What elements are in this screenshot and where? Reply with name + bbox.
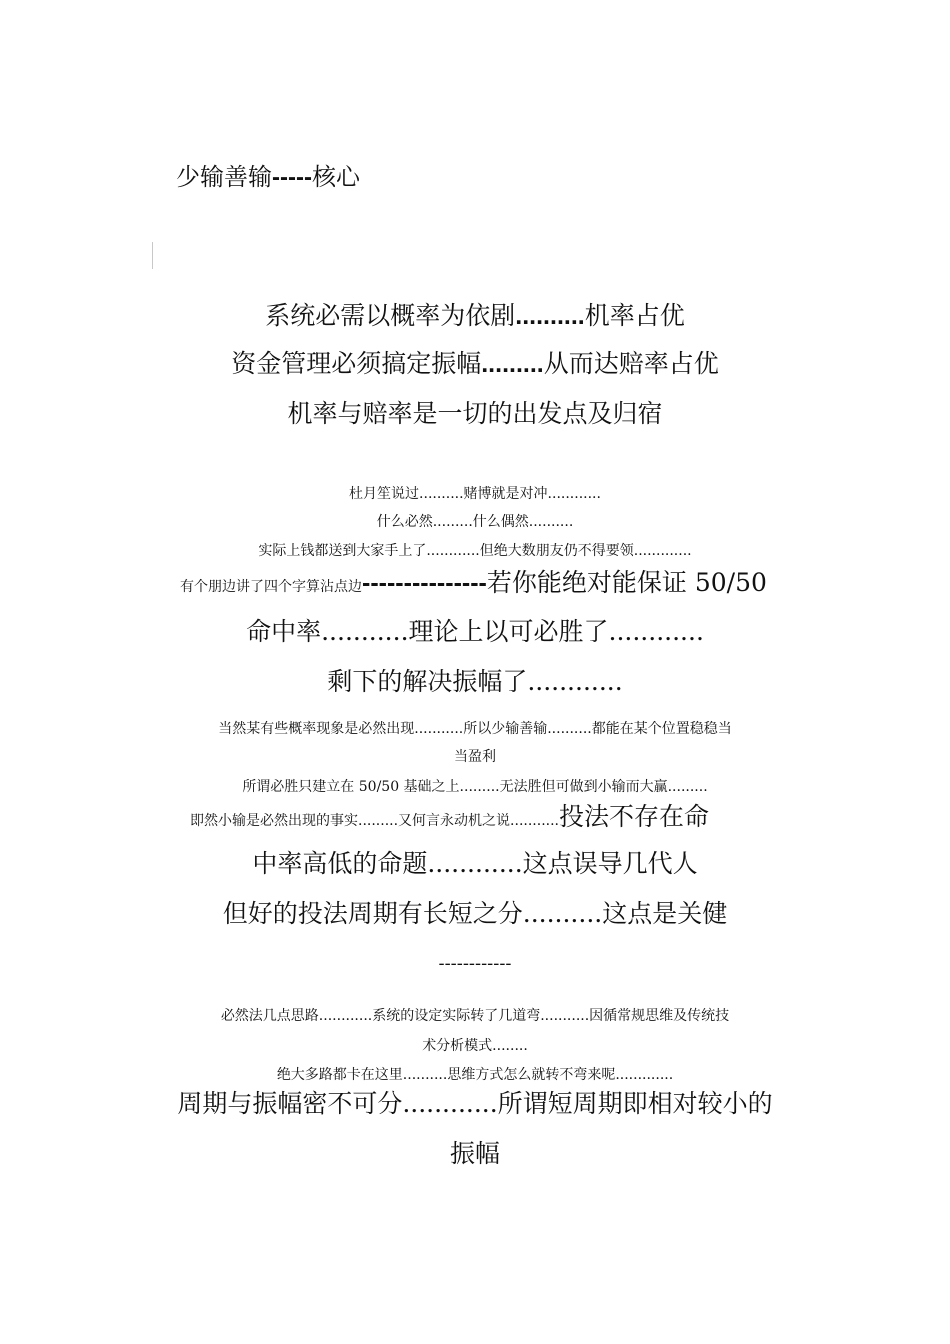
- title-end: 核心: [311, 163, 360, 191]
- paragraph-line-6: 剩下的解决振幅了............: [327, 667, 623, 696]
- paragraph-line-13b: 术分析模式........: [422, 1038, 528, 1054]
- paragraph-line-15: 周期与振幅密不可分............所谓短周期即相对较小的: [177, 1089, 773, 1118]
- heading-2-text: 资金管理必须搞定振幅: [231, 349, 482, 378]
- document-title: [176, 160, 360, 195]
- paragraph-line-3: 实际上钱都送到大家手上了............但绝大数朋友仍不得要领.............: [258, 543, 692, 559]
- paragraph-line-10: 中率高低的命题............这点误导几代人: [252, 849, 698, 878]
- paragraph-4-large: 若你能绝对能保证 50/50: [486, 568, 767, 597]
- paragraph-line-16: 振幅: [449, 1139, 500, 1168]
- paragraph-line-2: 什么必然.........什么偶然..........: [376, 514, 574, 530]
- paragraph-4-dash: ---------------: [362, 569, 487, 597]
- paragraph-line-13a: 必然法几点思路............系统的设定实际转了几道弯...........因循常规思维及传统技: [220, 1008, 730, 1024]
- paragraph-line-8: 所谓必胜只建立在 50/50 基础之上.........无法胜但可做到小输而大赢.........: [242, 779, 708, 795]
- paragraph-line-11: 但好的投法周期有长短之分..........这点是关健: [222, 899, 728, 928]
- paragraph-4-small: 有个朋边讲了四个字算沾点边: [180, 579, 362, 595]
- paragraph-line-14: 绝大多路都卡在这里..........思维方式怎么就转不弯来呢.............: [276, 1067, 674, 1083]
- heading-1-text: 系统必需以概率为依剧: [265, 301, 516, 330]
- heading-2-text-end: 从而达赔率占优: [543, 349, 719, 378]
- heading-1-text-end: 机率占优: [584, 301, 685, 330]
- paragraph-line-1: 杜月笙说过..........赌博就是对冲............: [349, 486, 601, 502]
- paragraph-line-5: 命中率...........理论上以可必胜了............: [246, 617, 704, 646]
- paragraph-9-large: 投法不存在命: [559, 802, 710, 831]
- title-dash: -----: [272, 164, 312, 191]
- title-main: 少输善输: [176, 163, 272, 191]
- heading-1-dots: ..........: [515, 302, 585, 330]
- heading-line-1: [150, 298, 800, 334]
- text-cursor-mark: [152, 242, 153, 269]
- heading-line-2: [150, 346, 800, 382]
- heading-2-dots: .........: [481, 350, 544, 378]
- heading-line-3: 机率与赔率是一切的出发点及归宿: [287, 399, 663, 428]
- paragraph-line-7b: 当盈利: [454, 749, 496, 765]
- paragraph-line-7a: 当然某有些概率现象是必然出现...........所以少输善输..........都能在某个位置稳稳当: [218, 721, 732, 737]
- separator-dashes: ------------: [438, 953, 512, 974]
- paragraph-9-small: 即然小输是必然出现的事实.........又何言永动机之说...........: [190, 813, 560, 829]
- paragraph-line-4: [180, 566, 767, 604]
- paragraph-line-9: [190, 800, 709, 838]
